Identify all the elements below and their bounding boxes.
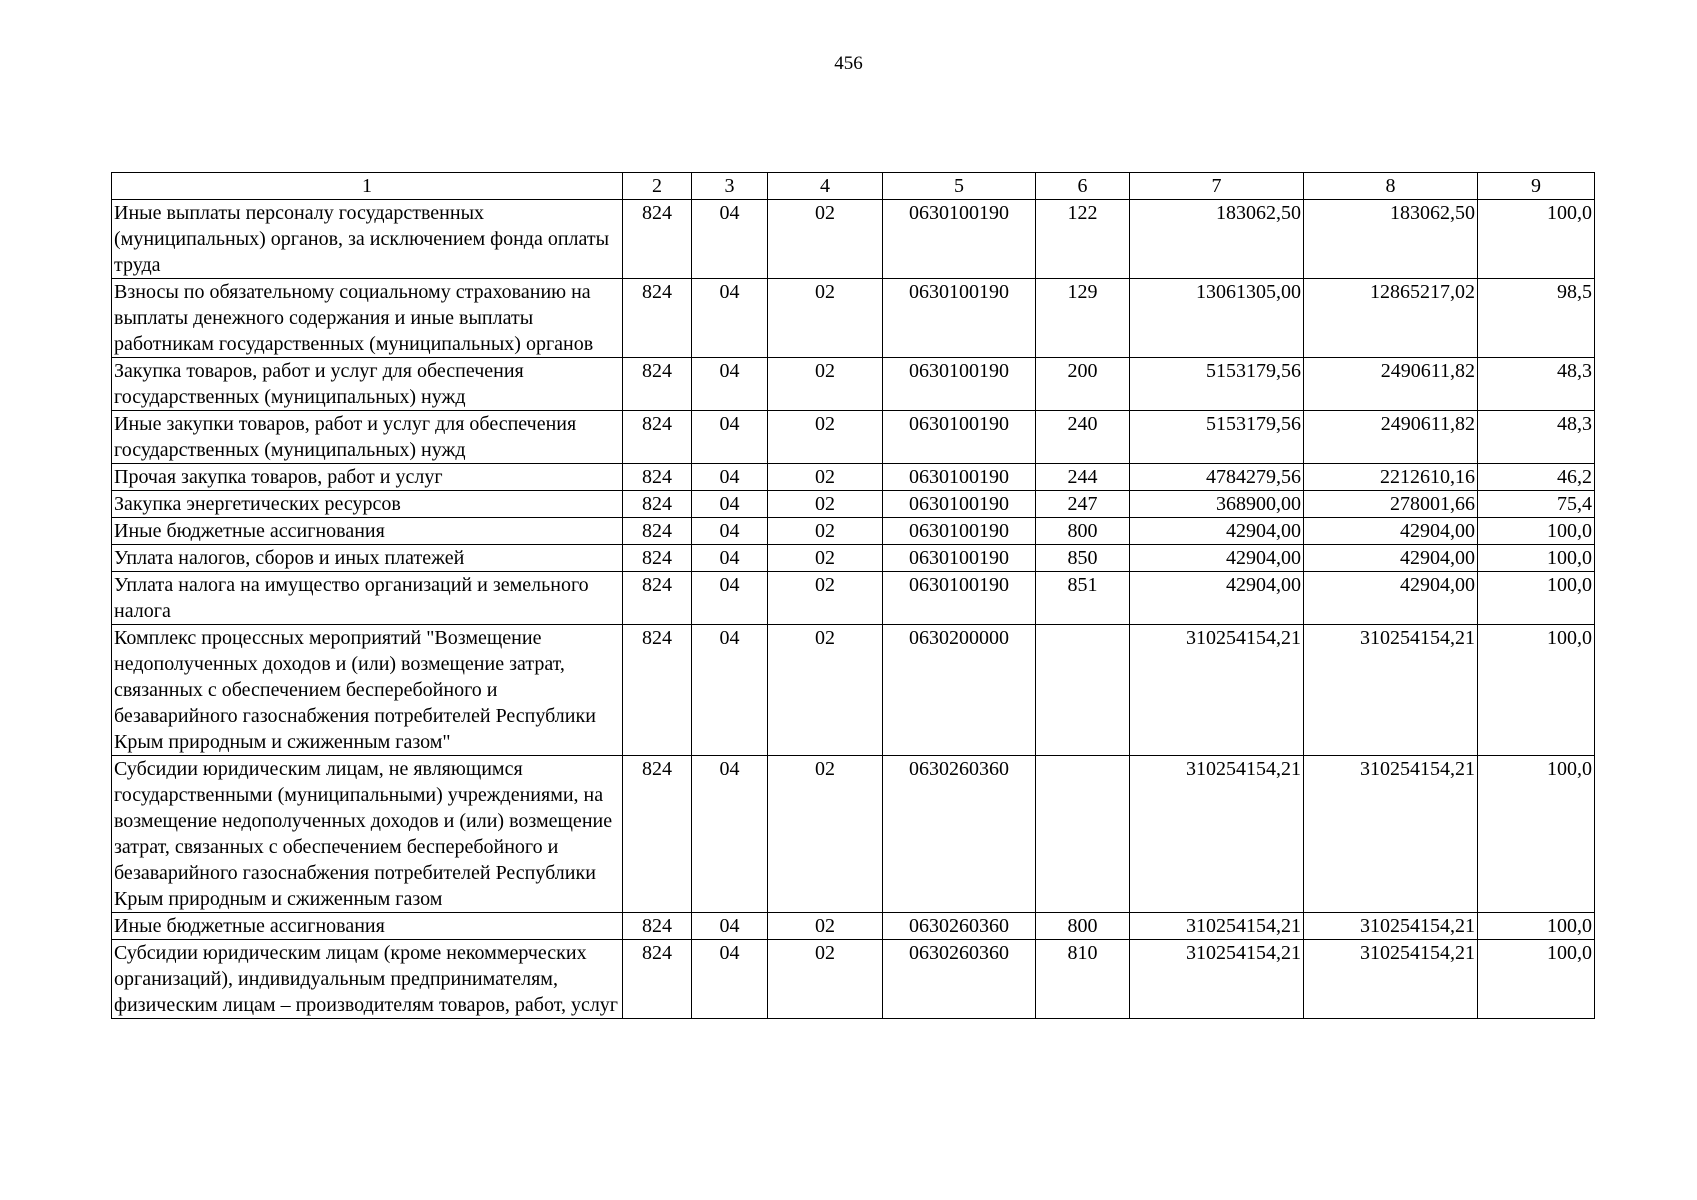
target-article-code: 0630100190 bbox=[883, 491, 1036, 518]
column-number: 9 bbox=[1478, 173, 1595, 200]
row-description: Закупка энергетических ресурсов bbox=[112, 491, 623, 518]
executed-amount: 42904,00 bbox=[1304, 572, 1478, 625]
planned-amount: 310254154,21 bbox=[1130, 625, 1304, 756]
column-number: 8 bbox=[1304, 173, 1478, 200]
expense-type-code: 800 bbox=[1036, 913, 1130, 940]
planned-amount: 5153179,56 bbox=[1130, 411, 1304, 464]
table-row bbox=[112, 411, 1595, 464]
table-row bbox=[112, 491, 1595, 518]
section-code: 04 bbox=[692, 464, 768, 491]
expense-type-code: 810 bbox=[1036, 940, 1130, 1019]
expense-type-code: 850 bbox=[1036, 545, 1130, 572]
ministry-code: 824 bbox=[623, 491, 692, 518]
expense-type-code: 800 bbox=[1036, 518, 1130, 545]
planned-amount: 42904,00 bbox=[1130, 572, 1304, 625]
ministry-code: 824 bbox=[623, 279, 692, 358]
section-code: 04 bbox=[692, 913, 768, 940]
planned-amount: 310254154,21 bbox=[1130, 940, 1304, 1019]
section-code: 04 bbox=[692, 358, 768, 411]
table-row bbox=[112, 545, 1595, 572]
planned-amount: 183062,50 bbox=[1130, 200, 1304, 279]
subsection-code: 02 bbox=[768, 358, 883, 411]
executed-amount: 310254154,21 bbox=[1304, 940, 1478, 1019]
execution-percent: 75,4 bbox=[1478, 491, 1595, 518]
target-article-code: 0630260360 bbox=[883, 756, 1036, 913]
section-code: 04 bbox=[692, 279, 768, 358]
column-number: 7 bbox=[1130, 173, 1304, 200]
row-description: Закупка товаров, работ и услуг для обеспечения государственных (муниципальных) нужд bbox=[112, 358, 623, 411]
table-row bbox=[112, 200, 1595, 279]
row-description: Взносы по обязательному социальному страхованию на выплаты денежного содержания и иные выплаты работникам государственных (муниципальных) органов bbox=[112, 279, 623, 358]
subsection-code: 02 bbox=[768, 572, 883, 625]
target-article-code: 0630100190 bbox=[883, 358, 1036, 411]
column-number: 3 bbox=[692, 173, 768, 200]
executed-amount: 42904,00 bbox=[1304, 518, 1478, 545]
expense-type-code: 247 bbox=[1036, 491, 1130, 518]
table-row bbox=[112, 358, 1595, 411]
execution-percent: 100,0 bbox=[1478, 940, 1595, 1019]
table-row bbox=[112, 518, 1595, 545]
table-row bbox=[112, 279, 1595, 358]
expense-type-code: 851 bbox=[1036, 572, 1130, 625]
subsection-code: 02 bbox=[768, 913, 883, 940]
subsection-code: 02 bbox=[768, 279, 883, 358]
column-number-row bbox=[112, 173, 1595, 200]
page-number: 456 bbox=[834, 53, 863, 74]
target-article-code: 0630260360 bbox=[883, 913, 1036, 940]
section-code: 04 bbox=[692, 940, 768, 1019]
section-code: 04 bbox=[692, 545, 768, 572]
row-description: Иные закупки товаров, работ и услуг для обеспечения государственных (муниципальных) нужд bbox=[112, 411, 623, 464]
ministry-code: 824 bbox=[623, 625, 692, 756]
expense-type-code: 240 bbox=[1036, 411, 1130, 464]
column-number: 6 bbox=[1036, 173, 1130, 200]
expense-type-code: 244 bbox=[1036, 464, 1130, 491]
expense-type-code: 200 bbox=[1036, 358, 1130, 411]
table-row bbox=[112, 913, 1595, 940]
target-article-code: 0630100190 bbox=[883, 200, 1036, 279]
ministry-code: 824 bbox=[623, 411, 692, 464]
execution-percent: 100,0 bbox=[1478, 756, 1595, 913]
expense-type-code: 122 bbox=[1036, 200, 1130, 279]
row-description: Иные бюджетные ассигнования bbox=[112, 913, 623, 940]
target-article-code: 0630100190 bbox=[883, 545, 1036, 572]
executed-amount: 310254154,21 bbox=[1304, 756, 1478, 913]
planned-amount: 5153179,56 bbox=[1130, 358, 1304, 411]
executed-amount: 183062,50 bbox=[1304, 200, 1478, 279]
row-description: Субсидии юридическим лицам, не являющимся государственными (муниципальными) учреждениями, на возмещение недополученных доходов и (или) возмещение затрат, связанных с обеспечением бесперебойного и безаварийного газоснабжения потребителей Республики Крым природным и сжиженным газом bbox=[112, 756, 623, 913]
ministry-code: 824 bbox=[623, 200, 692, 279]
planned-amount: 310254154,21 bbox=[1130, 756, 1304, 913]
ministry-code: 824 bbox=[623, 940, 692, 1019]
execution-percent: 48,3 bbox=[1478, 411, 1595, 464]
ministry-code: 824 bbox=[623, 464, 692, 491]
ministry-code: 824 bbox=[623, 756, 692, 913]
executed-amount: 2212610,16 bbox=[1304, 464, 1478, 491]
executed-amount: 12865217,02 bbox=[1304, 279, 1478, 358]
subsection-code: 02 bbox=[768, 545, 883, 572]
executed-amount: 310254154,21 bbox=[1304, 913, 1478, 940]
section-code: 04 bbox=[692, 572, 768, 625]
execution-percent: 100,0 bbox=[1478, 572, 1595, 625]
table-row bbox=[112, 464, 1595, 491]
expense-type-code bbox=[1036, 625, 1130, 756]
subsection-code: 02 bbox=[768, 464, 883, 491]
row-description: Субсидии юридическим лицам (кроме некоммерческих организаций), индивидуальным предпринимателям, физическим лицам – производителям товаров, работ, услуг bbox=[112, 940, 623, 1019]
subsection-code: 02 bbox=[768, 756, 883, 913]
planned-amount: 42904,00 bbox=[1130, 518, 1304, 545]
subsection-code: 02 bbox=[768, 940, 883, 1019]
table-row bbox=[112, 572, 1595, 625]
planned-amount: 42904,00 bbox=[1130, 545, 1304, 572]
section-code: 04 bbox=[692, 625, 768, 756]
planned-amount: 310254154,21 bbox=[1130, 913, 1304, 940]
executed-amount: 2490611,82 bbox=[1304, 358, 1478, 411]
section-code: 04 bbox=[692, 411, 768, 464]
ministry-code: 824 bbox=[623, 572, 692, 625]
row-description: Иные выплаты персоналу государственных (муниципальных) органов, за исключением фонда оплаты труда bbox=[112, 200, 623, 279]
column-number: 5 bbox=[883, 173, 1036, 200]
section-code: 04 bbox=[692, 756, 768, 913]
execution-percent: 100,0 bbox=[1478, 913, 1595, 940]
column-number: 4 bbox=[768, 173, 883, 200]
target-article-code: 0630100190 bbox=[883, 518, 1036, 545]
target-article-code: 0630100190 bbox=[883, 572, 1036, 625]
ministry-code: 824 bbox=[623, 518, 692, 545]
subsection-code: 02 bbox=[768, 518, 883, 545]
row-description: Уплата налогов, сборов и иных платежей bbox=[112, 545, 623, 572]
section-code: 04 bbox=[692, 518, 768, 545]
execution-percent: 46,2 bbox=[1478, 464, 1595, 491]
execution-percent: 100,0 bbox=[1478, 545, 1595, 572]
row-description: Уплата налога на имущество организаций и земельного налога bbox=[112, 572, 623, 625]
subsection-code: 02 bbox=[768, 491, 883, 518]
target-article-code: 0630200000 bbox=[883, 625, 1036, 756]
planned-amount: 368900,00 bbox=[1130, 491, 1304, 518]
row-description: Комплекс процессных мероприятий "Возмещение недополученных доходов и (или) возмещение затрат, связанных с обеспечением бесперебойного и безаварийного газоснабжения потребителей Республики Крым природным и сжиженным газом" bbox=[112, 625, 623, 756]
budget-table bbox=[111, 172, 1595, 1019]
section-code: 04 bbox=[692, 491, 768, 518]
execution-percent: 98,5 bbox=[1478, 279, 1595, 358]
subsection-code: 02 bbox=[768, 625, 883, 756]
expense-type-code: 129 bbox=[1036, 279, 1130, 358]
expense-type-code bbox=[1036, 756, 1130, 913]
subsection-code: 02 bbox=[768, 200, 883, 279]
execution-percent: 100,0 bbox=[1478, 200, 1595, 279]
section-code: 04 bbox=[692, 200, 768, 279]
target-article-code: 0630100190 bbox=[883, 279, 1036, 358]
table-row bbox=[112, 625, 1595, 756]
executed-amount: 2490611,82 bbox=[1304, 411, 1478, 464]
table-row bbox=[112, 756, 1595, 913]
column-number: 2 bbox=[623, 173, 692, 200]
row-description: Прочая закупка товаров, работ и услуг bbox=[112, 464, 623, 491]
target-article-code: 0630100190 bbox=[883, 411, 1036, 464]
planned-amount: 13061305,00 bbox=[1130, 279, 1304, 358]
executed-amount: 278001,66 bbox=[1304, 491, 1478, 518]
table-body bbox=[112, 173, 1595, 1019]
subsection-code: 02 bbox=[768, 411, 883, 464]
ministry-code: 824 bbox=[623, 545, 692, 572]
planned-amount: 4784279,56 bbox=[1130, 464, 1304, 491]
execution-percent: 48,3 bbox=[1478, 358, 1595, 411]
executed-amount: 310254154,21 bbox=[1304, 625, 1478, 756]
executed-amount: 42904,00 bbox=[1304, 545, 1478, 572]
ministry-code: 824 bbox=[623, 358, 692, 411]
execution-percent: 100,0 bbox=[1478, 518, 1595, 545]
row-description: Иные бюджетные ассигнования bbox=[112, 518, 623, 545]
column-number: 1 bbox=[112, 173, 623, 200]
target-article-code: 0630100190 bbox=[883, 464, 1036, 491]
table-row bbox=[112, 940, 1595, 1019]
ministry-code: 824 bbox=[623, 913, 692, 940]
target-article-code: 0630260360 bbox=[883, 940, 1036, 1019]
execution-percent: 100,0 bbox=[1478, 625, 1595, 756]
